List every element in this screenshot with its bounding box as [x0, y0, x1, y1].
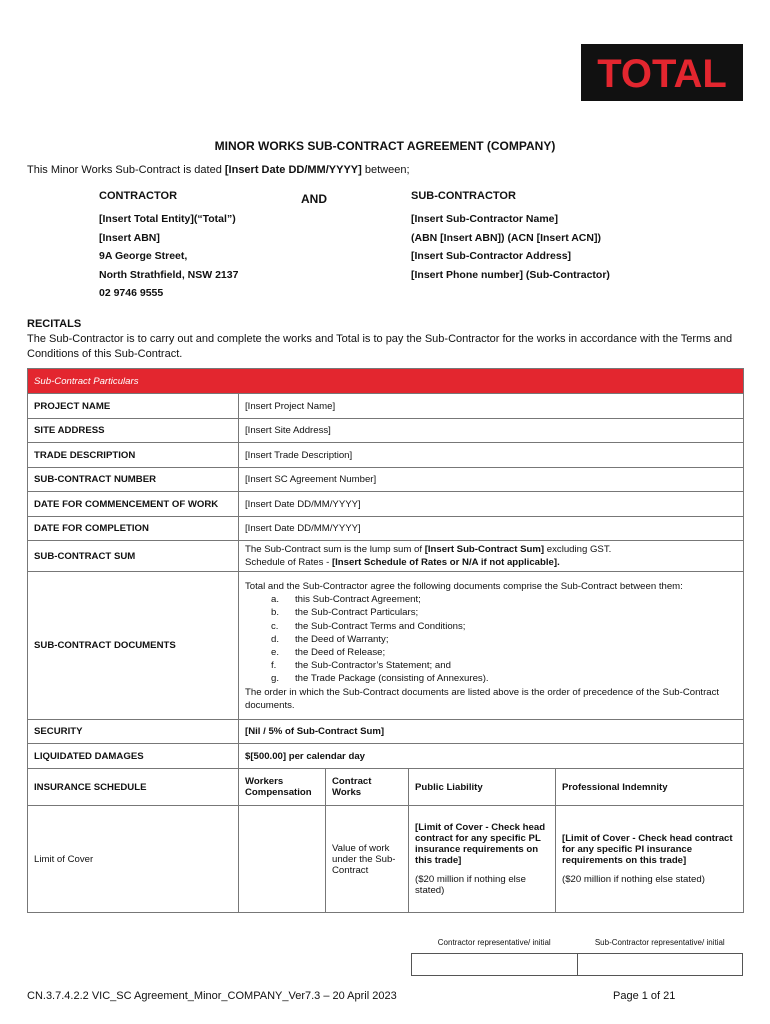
- contractor-line: North Strathfield, NSW 2137: [99, 268, 239, 281]
- liquidated-label: LIQUIDATED DAMAGES: [28, 744, 239, 769]
- item-text: the Sub-Contractor’s Statement; and: [295, 660, 451, 672]
- dated-line: [27, 164, 410, 176]
- sum-line-1-prefix: The Sub-Contract sum is the lump sum of: [245, 544, 425, 555]
- item-letter: c.: [271, 620, 279, 632]
- row-label: PROJECT NAME: [28, 394, 239, 419]
- sum-label: SUB-CONTRACT SUM: [28, 541, 239, 572]
- documents-list: [245, 593, 737, 685]
- table-row: [28, 572, 744, 720]
- insurance-header-row: [28, 769, 744, 806]
- insurance-column-header: Contract Works: [326, 769, 409, 806]
- list-item: [245, 646, 737, 659]
- table-row: [28, 744, 744, 769]
- item-letter: e.: [271, 646, 280, 658]
- table-row: [28, 443, 744, 468]
- list-item: [245, 633, 737, 646]
- item-letter: f.: [271, 660, 277, 672]
- dated-prefix: This Minor Works Sub-Contract is dated: [27, 164, 225, 176]
- prof-indemnity-limit: [556, 806, 744, 913]
- subcontractor-line: [Insert Sub-Contractor Address]: [411, 250, 572, 263]
- security-label: SECURITY: [28, 720, 239, 744]
- total-logo: [581, 44, 743, 101]
- subcontractor-line: [Insert Sub-Contractor Name]: [411, 213, 559, 225]
- signoff-label-row: [412, 932, 743, 953]
- list-item: [245, 620, 737, 633]
- sum-line-1-suffix: excluding GST.: [544, 544, 612, 555]
- item-letter: b.: [271, 607, 280, 619]
- list-item: [245, 593, 737, 606]
- contractor-line: 9A George Street,: [99, 250, 188, 263]
- row-label: DATE FOR COMPLETION: [28, 517, 239, 541]
- row-label: TRADE DESCRIPTION: [28, 443, 239, 468]
- recitals-heading: RECITALS: [27, 318, 82, 330]
- contractor-line: [Insert Total Entity](“Total”): [99, 213, 236, 225]
- contractor-initial-label: Contractor representative/ initial: [437, 937, 551, 947]
- item-text: the Sub-Contract Terms and Conditions;: [295, 620, 466, 632]
- public-liability-default: ($20 million if nothing else stated): [415, 874, 526, 897]
- table-row: [28, 541, 744, 572]
- limit-of-cover-label: Limit of Cover: [28, 806, 239, 913]
- public-liability-limit: [409, 806, 556, 913]
- security-value: [Nil / 5% of Sub-Contract Sum]: [239, 720, 744, 744]
- item-letter: g.: [271, 673, 280, 685]
- contractor-block: [99, 190, 238, 303]
- table-row: [28, 468, 744, 492]
- signoff-table: [411, 932, 743, 976]
- insurance-column-header: Professional Indemnity: [556, 769, 744, 806]
- documents-outro: The order in which the Sub-Contract documents are listed above is the order of precedence of the Sub-Contract documents.: [245, 686, 720, 711]
- and-label: AND: [301, 192, 327, 206]
- list-item: [245, 659, 737, 672]
- public-liability-instruction: [Limit of Cover - Check head contract for any specific PL insurance requirements on this trade]: [415, 822, 546, 867]
- subcontractor-initial-box[interactable]: [577, 953, 743, 975]
- insurance-label: INSURANCE SCHEDULE: [28, 769, 239, 806]
- item-text: the Deed of Release;: [295, 646, 386, 658]
- item-letter: d.: [271, 633, 280, 645]
- row-value: [Insert Date DD/MM/YYYY]: [239, 517, 744, 541]
- row-value: [Insert SC Agreement Number]: [239, 468, 744, 492]
- footer-reference: CN.3.7.4.2.2 VIC_SC Agreement_Minor_COMPANY_Ver7.3 – 20 April 2023: [27, 990, 397, 1002]
- document-title: MINOR WORKS SUB-CONTRACT AGREEMENT (COMPANY): [214, 139, 556, 153]
- schedule-of-rates: [Insert Schedule of Rates or N/A if not applicable].: [331, 557, 560, 569]
- contractor-line: [Insert ABN]: [99, 231, 160, 244]
- table-row: [28, 517, 744, 541]
- sum-line-2-prefix: Schedule of Rates -: [245, 557, 332, 569]
- subcontractor-block: [411, 190, 610, 284]
- table-row: [28, 720, 744, 744]
- sum-value: [239, 541, 744, 572]
- documents-label: SUB-CONTRACT DOCUMENTS: [28, 572, 239, 720]
- row-label: SITE ADDRESS: [28, 419, 239, 443]
- row-label: SUB-CONTRACT NUMBER: [28, 468, 239, 492]
- prof-indemnity-default: ($20 million if nothing else stated): [562, 874, 705, 886]
- workers-comp-limit: [239, 806, 326, 913]
- table-row: [28, 492, 744, 517]
- subcontractor-line: (ABN [Insert ABN]) (ACN [Insert ACN]): [411, 231, 601, 244]
- row-value: [Insert Site Address]: [239, 419, 744, 443]
- documents-intro: Total and the Sub-Contractor agree the following documents comprise the Sub-Contract between them:: [245, 580, 683, 592]
- page-number: Page 1 of 21: [613, 990, 676, 1002]
- row-value: [Insert Date DD/MM/YYYY]: [239, 492, 744, 517]
- row-value: [Insert Trade Description]: [239, 443, 744, 468]
- prof-indemnity-instruction: [Limit of Cover - Check head contract for any specific PI insurance requirements on this trade]: [562, 833, 733, 867]
- row-value: [Insert Project Name]: [239, 394, 744, 419]
- item-text: this Sub-Contract Agreement;: [295, 594, 421, 606]
- insurance-column-header: Workers Compensation: [239, 769, 326, 806]
- table-row: [28, 394, 744, 419]
- row-label: DATE FOR COMMENCEMENT OF WORK: [28, 492, 239, 517]
- list-item: [245, 606, 737, 619]
- insurance-column-header: Public Liability: [409, 769, 556, 806]
- item-text: the Trade Package (consisting of Annexures).: [295, 673, 489, 685]
- item-text: the Deed of Warranty;: [295, 633, 389, 645]
- logo-text: TOTAL: [597, 52, 727, 96]
- particulars-header: Sub-Contract Particulars: [28, 369, 744, 394]
- insurance-limit-row: [28, 806, 744, 913]
- contractor-line: 02 9746 9555: [99, 287, 164, 300]
- contractor-heading: CONTRACTOR: [99, 190, 178, 202]
- signoff-box-row: [412, 953, 743, 975]
- sum-line-1: [245, 543, 737, 556]
- subcontractor-line: [Insert Phone number] (Sub-Contractor): [411, 268, 610, 281]
- dated-date: [Insert Date DD/MM/YYYY]: [224, 164, 362, 176]
- list-item: [245, 672, 737, 685]
- documents-value: [239, 572, 744, 720]
- sum-amount: [Insert Sub-Contract Sum]: [424, 544, 545, 555]
- subcontractor-initial-label: Sub-Contractor representative/ initial: [594, 937, 725, 947]
- particulars-table: [27, 368, 744, 913]
- subcontractor-heading: SUB-CONTRACTOR: [411, 190, 516, 202]
- table-row: [28, 419, 744, 443]
- contractor-initial-box[interactable]: [412, 953, 578, 975]
- sum-line-2: [245, 556, 737, 569]
- total-logo-graphic: [581, 44, 743, 101]
- recitals-text: The Sub-Contractor is to carry out and complete the works and Total is to pay the Sub-Contractor for the works in accordance with the Terms and Conditions of this Sub-Contract.: [27, 333, 733, 360]
- item-letter: a.: [271, 594, 280, 606]
- dated-suffix: between;: [361, 164, 410, 176]
- item-text: the Sub-Contract Particulars;: [295, 607, 419, 619]
- liquidated-value: $[500.00] per calendar day: [239, 744, 744, 769]
- particulars-header-row: [28, 369, 744, 394]
- contract-works-limit: Value of work under the Sub-Contract: [326, 806, 409, 913]
